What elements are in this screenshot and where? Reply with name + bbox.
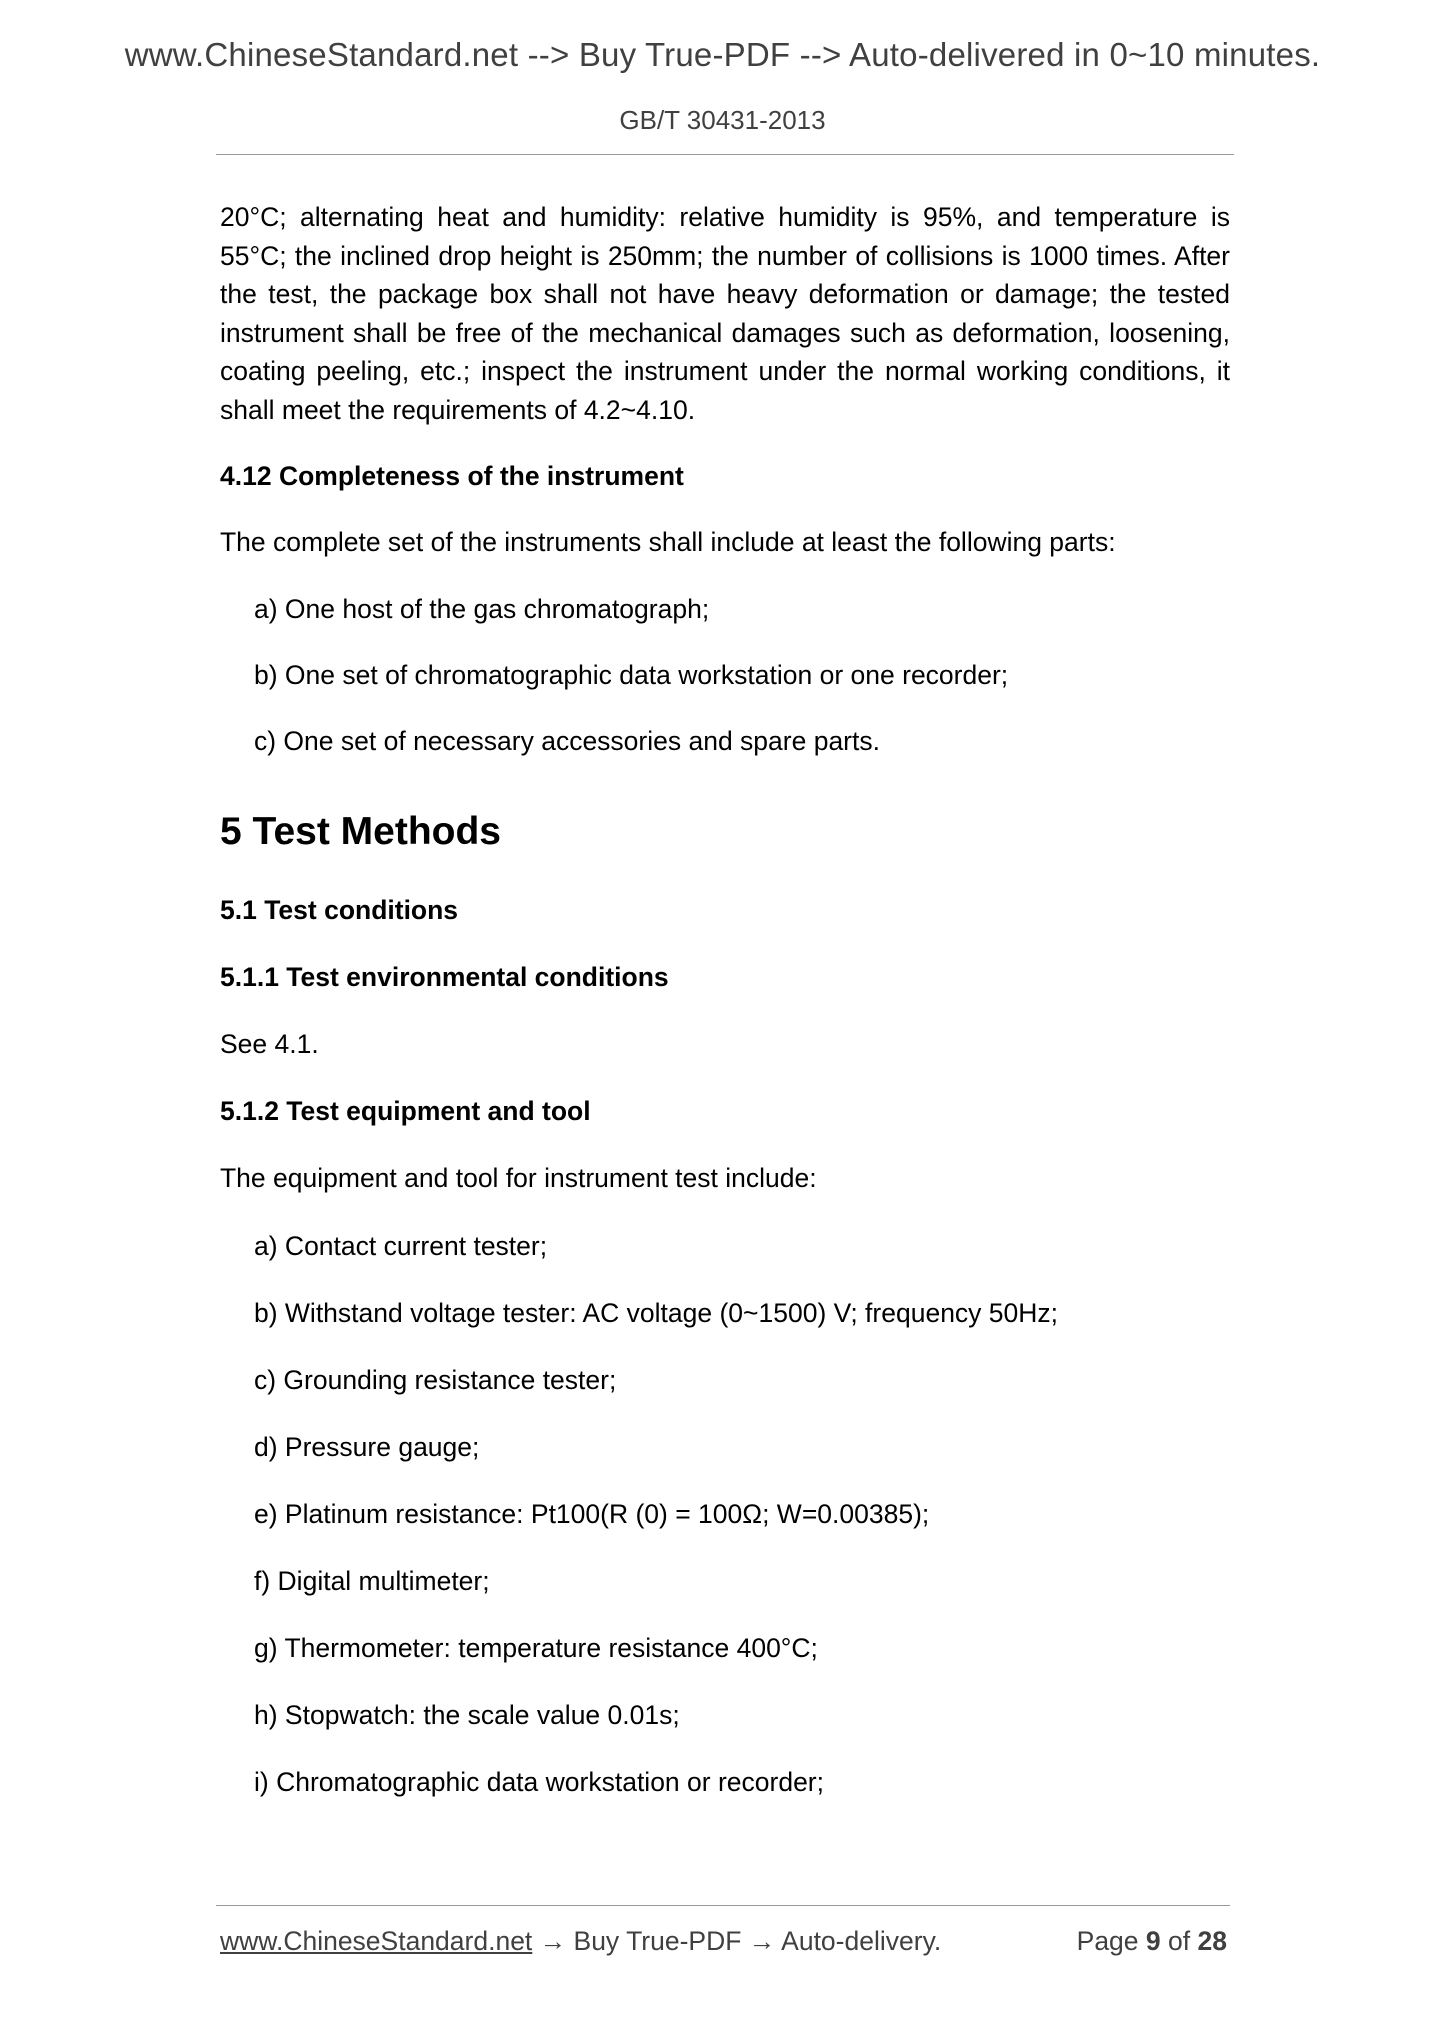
list-item: b) Withstand voltage tester: AC voltage (0~1500) V; frequency 50Hz; bbox=[254, 1297, 1059, 1328]
of-label: of bbox=[1168, 1926, 1191, 1956]
list-item: h) Stopwatch: the scale value 0.01s; bbox=[254, 1699, 680, 1730]
section-5-1-1-text: See 4.1. bbox=[220, 1028, 319, 1059]
list-item: a) One host of the gas chromatograph; bbox=[254, 593, 710, 624]
header-divider bbox=[216, 154, 1234, 155]
page-label: Page bbox=[1076, 1926, 1139, 1956]
section-5-1-1-heading: 5.1.1 Test environmental conditions bbox=[220, 961, 669, 992]
list-item: i) Chromatographic data workstation or recorder; bbox=[254, 1766, 824, 1797]
section-5-1-2-heading: 5.1.2 Test equipment and tool bbox=[220, 1096, 591, 1126]
page-indicator bbox=[1077, 1926, 1227, 1957]
footer-tagline bbox=[220, 1926, 941, 1957]
section-5-1-heading: 5.1 Test conditions bbox=[220, 894, 459, 925]
section-4-12-text: The complete set of the instruments shall include at least the following parts: bbox=[220, 527, 1116, 557]
list-item: c) One set of necessary accessories and spare parts. bbox=[254, 725, 880, 756]
list-item: d) Pressure gauge; bbox=[254, 1431, 480, 1462]
footer-tagline-text: → Buy True-PDF → Auto-delivery. bbox=[532, 1926, 942, 1956]
document-code: GB/T 30431-2013 bbox=[619, 105, 826, 135]
list-item: f) Digital multimeter; bbox=[254, 1565, 490, 1596]
total-pages: 28 bbox=[1197, 1926, 1227, 1956]
page-number: 9 bbox=[1145, 1926, 1161, 1956]
section-5-1-2-text: The equipment and tool for instrument test include: bbox=[220, 1163, 817, 1193]
list-item: g) Thermometer: temperature resistance 400°C; bbox=[254, 1632, 818, 1663]
footer-site-link[interactable]: www.ChineseStandard.net bbox=[220, 1926, 533, 1956]
list-item: a) Contact current tester; bbox=[254, 1230, 548, 1261]
section-5-heading: 5 Test Methods bbox=[220, 809, 501, 853]
list-item: e) Platinum resistance: Pt100(R (0) = 100Ω; W=0.00385); bbox=[254, 1498, 930, 1529]
list-item: c) Grounding resistance tester; bbox=[254, 1364, 617, 1395]
list-item: b) One set of chromatographic data workstation or one recorder; bbox=[254, 659, 1009, 690]
footer-divider bbox=[216, 1905, 1230, 1906]
section-4-12-heading: 4.12 Completeness of the instrument bbox=[220, 461, 684, 491]
top-banner: www.ChineseStandard.net --> Buy True-PDF --> Auto-delivered in 0~10 minutes. bbox=[124, 36, 1321, 73]
intro-paragraph: 20°C; alternating heat and humidity: relative humidity is 95%, and temperature is 55°C; the inclined drop height is 250mm; the number of collisions is 1000 times. After the test, the package box shall not have heavy deformation or damage; the tested instrument shall be free of the mechanical damages such as deformation, loosening, coating peeling, etc.; inspect the instrument under the normal working conditions, it shall meet the requirements of 4.2~4.10. bbox=[220, 202, 1230, 425]
page-content bbox=[220, 198, 1230, 1801]
